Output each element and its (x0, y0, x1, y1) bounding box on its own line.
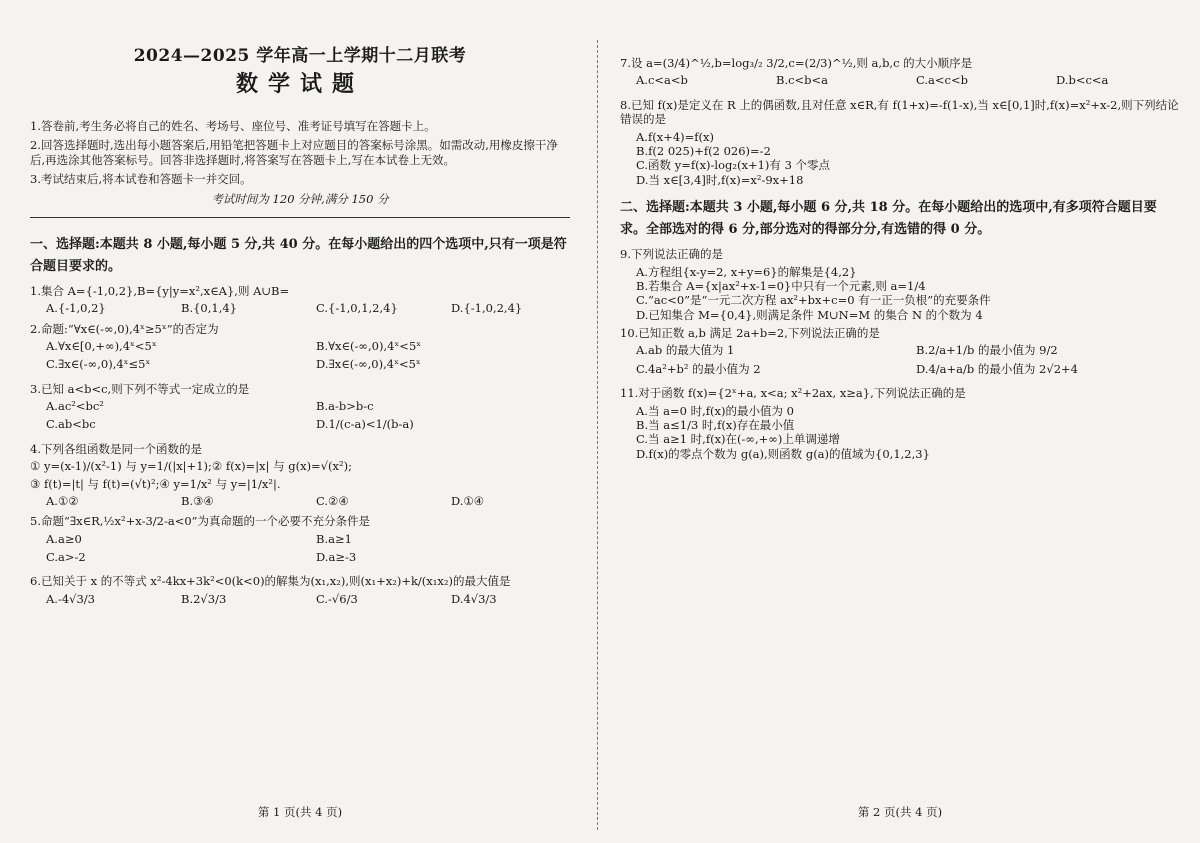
option: C.当 a≥1 时,f(x)在(-∞,+∞)上单调递增 (636, 432, 840, 447)
option: A.{-1,0,2} (46, 301, 106, 316)
option: A.-4√3/3 (46, 591, 95, 606)
question-4-line-2: ③ f(t)=|t| 与 f(t)=(√t)²;④ y=1/x² 与 y=|1/x²|. (30, 476, 281, 491)
option: B.a-b>b-c (316, 399, 374, 414)
option: A.方程组{x-y=2, x+y=6}的解集是{4,2} (636, 264, 857, 279)
question-5-stem: 5.命题“∃x∈R,½x²+x-3/2-a<0”为真命题的一个必要不充分条件是 (30, 514, 371, 529)
page-2 (620, 0, 1180, 843)
page-1 (30, 0, 570, 843)
question-4-stem: 4.下列各组函数是同一个函数的是 (30, 441, 202, 456)
option: B.a≥1 (316, 531, 352, 546)
notice-line: 1.答卷前,考生务必将自己的姓名、考场号、座位号、准考证号填写在答题卡上。 (30, 118, 436, 133)
option: D.1/(c-a)<1/(b-a) (316, 417, 414, 432)
option: A.ab 的最大值为 1 (636, 343, 735, 358)
exam-subtitle: 数学试题 (235, 71, 364, 98)
option: D.4/a+a/b 的最小值为 2√2+4 (916, 361, 1078, 376)
question-6-options (30, 592, 570, 606)
page-footer: 第 1 页(共 4 页) (257, 804, 343, 819)
option: A.f(x+4)=f(x) (636, 129, 714, 144)
option: B.2/a+1/b 的最小值为 9/2 (916, 343, 1058, 358)
option: C.“ac<0”是“一元二次方程 ax²+bx+c=0 有一正一负根”的充要条件 (636, 293, 991, 308)
option: C.a>-2 (46, 550, 86, 565)
question-11-stem: 11.对于函数 f(x)={2ˣ+a, x<a; x²+2ax, x≥a},下列说法正确的是 (620, 386, 966, 401)
option: D.{-1,0,2,4} (451, 301, 523, 316)
option: D.4√3/3 (451, 591, 497, 606)
option: D.当 x∈[3,4]时,f(x)=x²-9x+18 (636, 172, 804, 187)
option: D.a≥-3 (316, 550, 357, 565)
option: D.f(x)的零点个数为 g(a),则函数 g(a)的值域为{0,1,2,3} (636, 446, 930, 461)
option: B.③④ (181, 493, 214, 508)
exam-title: 2024—2025 学年高一上学期十二月联考 (133, 46, 467, 66)
option: A.∀x∈[0,+∞),4ˣ<5ˣ (46, 338, 157, 353)
notice-line: 3.考试结束后,将本试卷和答题卡一并交回。 (30, 171, 252, 186)
option: B.∀x∈(-∞,0),4ˣ<5ˣ (316, 338, 422, 353)
question-1-options (30, 301, 570, 315)
divider (30, 217, 570, 218)
option: D.已知集合 M={0,4},则满足条件 M∪N=M 的集合 N 的个数为 4 (636, 307, 983, 322)
option: B.当 a≤1/3 时,f(x)存在最小值 (636, 417, 795, 432)
option: C.{-1,0,1,2,4} (316, 301, 398, 316)
question-2-options (30, 339, 570, 376)
option: D.b<c<a (1056, 73, 1109, 88)
option: D.∃x∈(-∞,0),4ˣ<5ˣ (316, 357, 421, 372)
option: A.a≥0 (46, 531, 82, 546)
option: C.ab<bc (46, 417, 96, 432)
question-2-stem: 2.命题:“∀x∈(-∞,0),4ˣ≥5ˣ”的否定为 (30, 321, 219, 336)
question-10-options (620, 343, 1180, 380)
option: A.当 a=0 时,f(x)的最小值为 0 (636, 403, 794, 418)
question-3-options (30, 399, 570, 436)
option: B.{0,1,4} (181, 301, 238, 316)
section-2-header: 二、选择题:本题共 3 小题,每小题 6 分,共 18 分。在每小题给出的选项中,有多项符合题目要求。全部选对的得 6 分,部分选对的得部分分,有选错的得 0 分。 (620, 200, 1157, 238)
option: C.-√6/3 (316, 591, 358, 606)
question-3-stem: 3.已知 a<b<c,则下列不等式一定成立的是 (30, 381, 250, 396)
question-6-stem: 6.已知关于 x 的不等式 x²-4kx+3k²<0(k<0)的解集为(x₁,x₂),则(x₁+x₂)+k/(x₁x₂)的最大值是 (30, 574, 511, 589)
notice-block (30, 119, 570, 187)
question-1-stem: 1.集合 A={-1,0,2},B={y|y=x²,x∈A},则 A∪B= (30, 283, 290, 298)
option: D.①④ (451, 493, 485, 508)
page-footer: 第 2 页(共 4 页) (857, 804, 943, 819)
section-1-header: 一、选择题:本题共 8 小题,每小题 5 分,共 40 分。在每小题给出的四个选项中,只有一项是符合题目要求的。 (30, 236, 567, 274)
page-fold-line (597, 40, 598, 830)
option: B.c<b<a (776, 73, 829, 88)
question-8-stem: 8.已知 f(x)是定义在 R 上的偶函数,且对任意 x∈R,有 f(1+x)=-f(1-x),当 x∈[0,1]时,f(x)=x²+x-2,则下列结论错误的是 (620, 97, 1179, 127)
option: A.ac²<bc² (46, 399, 104, 414)
option: C.a<c<b (916, 73, 968, 88)
question-4-line-1: ① y=(x-1)/(x²-1) 与 y=1/(|x|+1);② f(x)=|x| 与 g(x)=√(x²); (30, 459, 352, 474)
question-7-options (620, 73, 1180, 87)
question-9-stem: 9.下列说法正确的是 (620, 247, 723, 262)
question-4-options (30, 494, 570, 508)
option: B.若集合 A={x|ax²+x-1=0}中只有一个元素,则 a=1/4 (636, 278, 926, 293)
notice-line: 2.回答选择题时,选出每小题答案后,用铅笔把答题卡上对应题目的答案标号涂黑。如需改动,用橡皮擦干净后,再选涂其他答案标号。回答非选择题时,将答案写在答题卡上,写在本试卷上无效。 (30, 138, 558, 167)
option: A.①② (46, 493, 79, 508)
option: C.∃x∈(-∞,0),4ˣ≤5ˣ (46, 357, 151, 372)
option: A.c<a<b (636, 73, 688, 88)
option: B.2√3/3 (181, 591, 227, 606)
question-5-options (30, 532, 570, 569)
option: B.f(2 025)+f(2 026)=-2 (636, 143, 771, 158)
option: C.函数 y=f(x)-log₂(x+1)有 3 个零点 (636, 158, 831, 173)
question-7-stem: 7.设 a=(3/4)^½,b=log₃/₂ 3/2,c=(2/3)^½,则 a,b,c 的大小顺序是 (620, 56, 973, 70)
question-10-stem: 10.已知正数 a,b 满足 2a+b=2,下列说法正确的是 (620, 326, 880, 341)
option: C.②④ (316, 493, 349, 508)
option: C.4a²+b² 的最小值为 2 (636, 361, 761, 376)
exam-info: 考试时间为 120 分钟,满分 150 分 (211, 192, 389, 207)
